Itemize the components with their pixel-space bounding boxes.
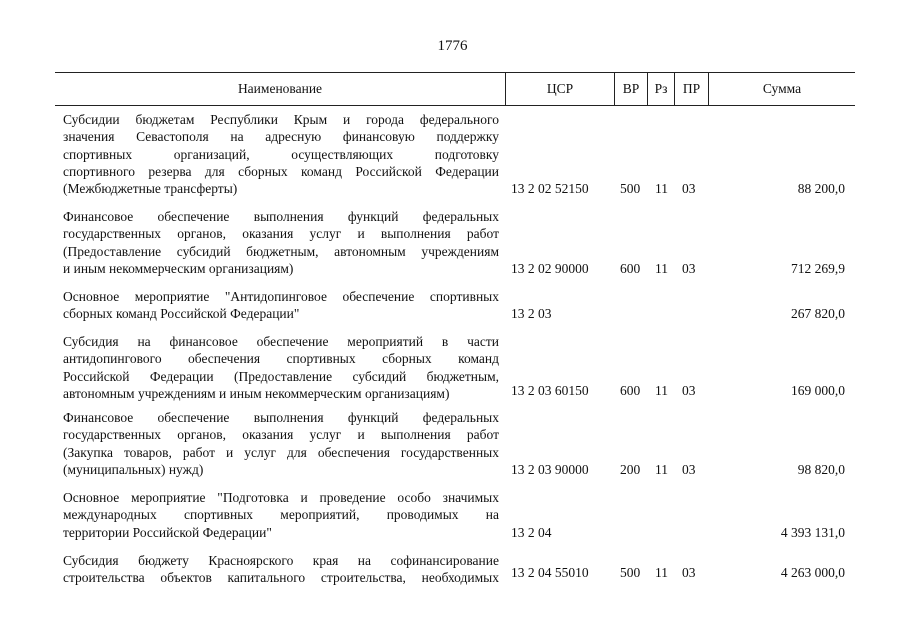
row-pr: 03 — [682, 383, 696, 398]
row-vr: 200 — [620, 462, 641, 477]
row-vr: 500 — [620, 565, 641, 580]
row-name-line: (муниципальных) нужд) — [63, 461, 204, 477]
row-name-line: Российской Федерации (Предоставление субсидий бюджетным, — [63, 368, 499, 384]
row-name-line: Основное мероприятие "Антидопинговое обеспечение спортивных — [63, 289, 499, 304]
row-name-line: сборных команд Российской Федерации" — [63, 306, 300, 322]
row-rz: 11 — [655, 261, 668, 276]
row-name-line: Финансовое обеспечение выполнения функций федеральных — [63, 209, 499, 224]
row-pr: 03 — [682, 261, 696, 276]
row-csr: 13 2 04 55010 — [511, 565, 589, 580]
row-rz: 11 — [655, 462, 668, 477]
row-name-line: Основное мероприятие "Подготовка и проведение особо значимых — [63, 490, 499, 505]
row-pr: 03 — [682, 462, 696, 477]
row-name — [63, 111, 499, 197]
row-sum: 88 200,0 — [797, 181, 845, 196]
row-name-line: строительства объектов капитального строительства, необходимых — [63, 570, 499, 586]
row-name-line: Субсидии бюджетам Республики Крым и города федерального — [63, 112, 499, 127]
row-name — [63, 208, 499, 277]
row-name-line: Субсидия бюджету Красноярского края на софинансирование — [63, 553, 499, 568]
table-header — [55, 72, 855, 106]
header-sum: Сумма — [708, 72, 855, 105]
row-name-line: территории Российской Федерации" — [63, 524, 272, 540]
row-name — [63, 552, 499, 587]
row-vr: 600 — [620, 383, 641, 398]
row-name-line: антидопингового обеспечения спортивных сборных команд — [63, 351, 499, 367]
row-name-line: спортивного резерва для сборных команд Российской Федерации — [63, 163, 499, 179]
row-vr: 500 — [620, 181, 641, 196]
row-csr: 13 2 02 90000 — [511, 261, 589, 276]
row-rz: 11 — [655, 181, 668, 196]
row-rz: 11 — [655, 565, 668, 580]
row-name-line: международных спортивных мероприятий, проводимых на — [63, 507, 499, 523]
row-name-line: значения Севастополя на адресную финансовую поддержку — [63, 129, 499, 145]
row-name — [63, 333, 499, 402]
row-pr: 03 — [682, 565, 696, 580]
header-vr: ВР — [614, 72, 647, 105]
row-name-line: (Межбюджетные трансферты) — [63, 181, 238, 197]
row-name-line: государственных органов, оказания услуг и выполнения работ — [63, 427, 499, 443]
header-name: Наименование — [237, 81, 323, 96]
row-pr: 03 — [682, 181, 696, 196]
row-name-line: (Закупка товаров, работ и услуг для обеспечения государственных — [63, 444, 499, 460]
row-csr: 13 2 02 52150 — [511, 181, 589, 196]
row-sum: 169 000,0 — [791, 383, 845, 398]
row-csr: 13 2 03 90000 — [511, 462, 589, 477]
row-name-line: Субсидия на финансовое обеспечение мероприятий в части — [63, 334, 499, 349]
row-csr: 13 2 04 — [511, 525, 552, 540]
row-name — [63, 288, 499, 323]
row-sum: 712 269,9 — [791, 261, 845, 276]
header-rz: Рз — [647, 72, 674, 105]
header-pr: ПР — [674, 72, 708, 105]
row-name-line: (Предоставление субсидий бюджетным, автономным учреждениям — [63, 243, 499, 259]
row-sum: 4 393 131,0 — [780, 525, 845, 540]
row-csr: 13 2 03 60150 — [511, 383, 589, 398]
page-number: 1776 — [437, 38, 468, 54]
header-csr: ЦСР — [505, 72, 614, 105]
row-rz: 11 — [655, 383, 668, 398]
row-name-line: Финансовое обеспечение выполнения функций федеральных — [63, 410, 499, 425]
row-sum: 4 263 000,0 — [780, 565, 845, 580]
row-name — [63, 489, 499, 541]
row-name-line: автономным учреждениям и иным некоммерческим организациям) — [63, 385, 450, 401]
row-sum: 98 820,0 — [797, 462, 845, 477]
row-vr: 600 — [620, 261, 641, 276]
row-sum: 267 820,0 — [791, 306, 845, 321]
row-name — [63, 409, 499, 478]
row-name-line: государственных органов, оказания услуг и выполнения работ — [63, 226, 499, 242]
row-csr: 13 2 03 — [511, 306, 552, 321]
row-name-line: и иным некоммерческим организациям) — [63, 260, 294, 276]
row-name-line: спортивных организаций, осуществляющих подготовку — [63, 146, 499, 162]
header-top-rule — [55, 72, 855, 73]
